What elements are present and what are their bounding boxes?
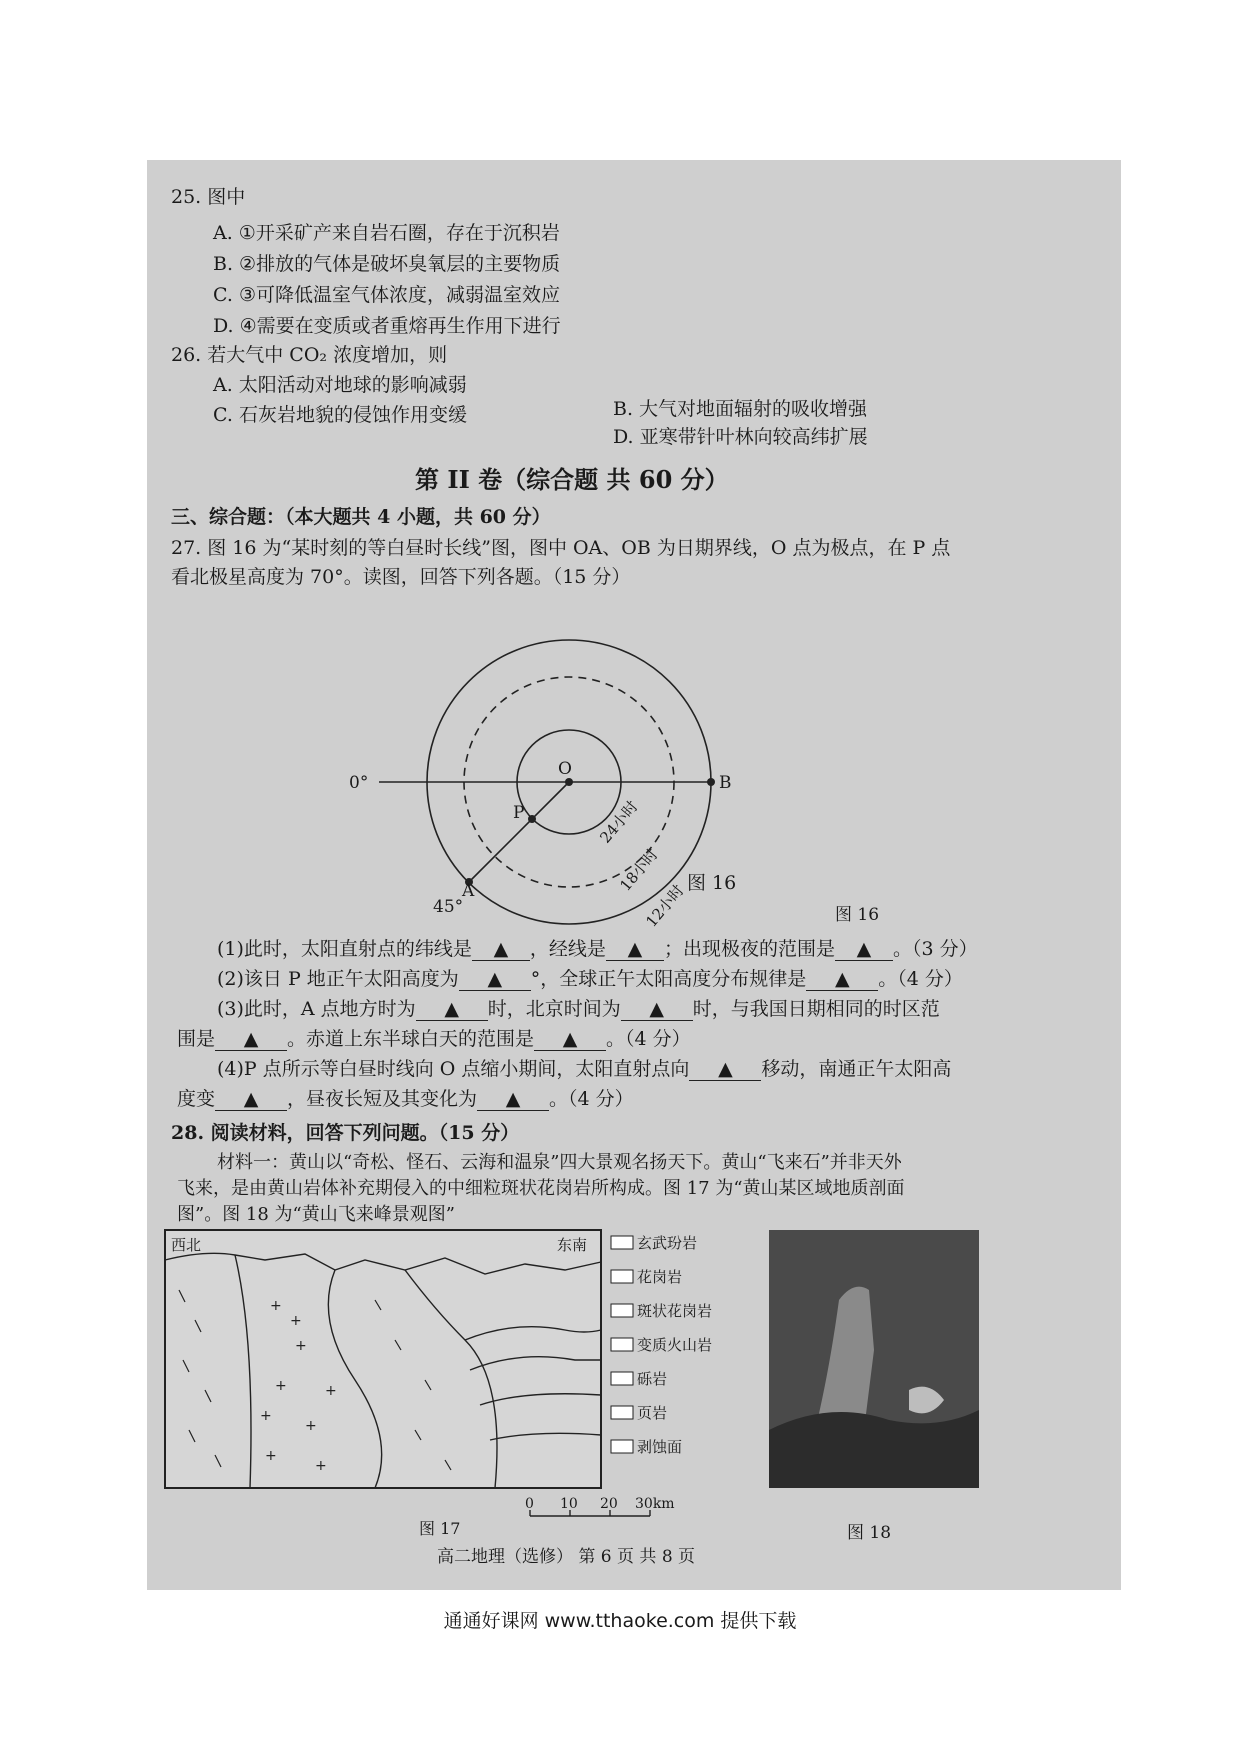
figure-18-photo: [769, 1230, 979, 1488]
q25-option-a: A. ①开采矿产来自岩石圈，存在于沉积岩: [213, 222, 560, 244]
figure-18-caption: 图 18: [847, 1523, 892, 1543]
legend-conglomerate: 砾岩: [637, 1370, 668, 1388]
q28-material-line1: 材料一：黄山以“奇松、怪石、云海和温泉”四大景观名扬天下。黄山“飞来石”并非天外: [217, 1152, 902, 1173]
label-12h: 12小时: [642, 881, 688, 931]
q27-sub3-line1: (3)此时，A 点地方时为 ▲ 时，北京时间为 ▲ 时，与我国日期相同的时区范: [217, 998, 940, 1020]
answer-blank[interactable]: ▲: [806, 968, 878, 991]
q28-line1: 28. 阅读材料，回答下列问题。（15 分）: [171, 1122, 520, 1144]
q28-material-line2: 飞来，是由黄山岩体补充期侵入的中细粒斑状花岗岩所构成。图 17 为“黄山某区域地质剖面: [177, 1178, 905, 1199]
legend-metavolcanic: 变质火山岩: [637, 1336, 713, 1354]
scale-30km: 30km: [635, 1496, 675, 1512]
legend-granite: 花岗岩: [637, 1268, 683, 1286]
section3-heading: 三、综合题：（本大题共 4 小题，共 60 分）: [171, 506, 551, 528]
answer-blank[interactable]: ▲: [459, 968, 531, 991]
site-footer: 通通好课网 www.tthaoke.com 提供下载: [443, 1610, 797, 1632]
q27-sub4-line2: 度变 ▲ ，昼夜长短及其变化为 ▲ 。（4 分）: [177, 1088, 634, 1110]
q25-option-d: D. ④需要在变质或者重熔再生作用下进行: [213, 315, 561, 337]
scale-bar: [530, 1510, 650, 1516]
label-southeast: 东南: [557, 1236, 588, 1254]
label-p: P: [513, 803, 525, 823]
q27-sub1: (1)此时，太阳直射点的纬线是 ▲ ，经线是 ▲ ；出现极夜的范围是 ▲ 。（3 分）: [217, 938, 978, 960]
answer-blank[interactable]: ▲: [606, 938, 664, 961]
label-a: A: [462, 881, 475, 901]
figure-16-caption-text: 图 16: [687, 872, 737, 894]
svg-text:+: +: [275, 1378, 287, 1394]
svg-text:+: +: [290, 1313, 302, 1329]
svg-text:+: +: [295, 1338, 307, 1354]
label-24h: 24小时: [596, 797, 642, 847]
q26-option-c: C. 石灰岩地貌的侵蚀作用变缓: [213, 404, 467, 426]
figure-16-daylength-map: [349, 630, 880, 970]
answer-blank[interactable]: ▲: [215, 1028, 287, 1051]
part2-title: 第 II 卷（综合题 共 60 分）: [415, 465, 729, 494]
figure-17-caption: 图 17: [419, 1519, 461, 1538]
q25-option-b: B. ②排放的气体是破坏臭氧层的主要物质: [213, 253, 561, 275]
legend-basalt-porphyrite: 玄武玢岩: [637, 1234, 698, 1252]
q26-option-b: B. 大气对地面辐射的吸收增强: [613, 398, 868, 420]
answer-blank[interactable]: ▲: [472, 938, 530, 961]
point-p: [528, 815, 536, 823]
answer-blank[interactable]: ▲: [416, 998, 488, 1021]
scale-20: 20: [600, 1496, 618, 1512]
exam-sheet: [147, 160, 1121, 1590]
answer-blank[interactable]: ▲: [534, 1028, 606, 1051]
answer-blank[interactable]: ▲: [215, 1088, 287, 1111]
point-o: [565, 778, 573, 786]
scale-0: 0: [525, 1496, 534, 1512]
label-45-degree: 45°: [433, 897, 464, 917]
figure-17-geologic-section: [165, 1230, 765, 1570]
legend-shale: 页岩: [637, 1404, 668, 1422]
label-northwest: 西北: [171, 1236, 202, 1254]
q27-sub2: (2)该日 P 地正午太阳高度为 ▲ °，全球正午太阳高度分布规律是 ▲ 。（4 分）: [217, 968, 963, 990]
q27-sub3-line2: 围是 ▲ 。赤道上东半球白天的范围是 ▲ 。（4 分）: [177, 1028, 691, 1050]
q28-material-line3: 图”。图 18 为“黄山飞来峰景观图”: [177, 1204, 455, 1225]
answer-blank[interactable]: ▲: [835, 938, 893, 961]
q26-option-d: D. 亚寒带针叶林向较高纬扩展: [613, 426, 868, 448]
label-0-degree: 0°: [349, 773, 369, 793]
q27-sub4-line1: (4)P 点所示等白昼时线向 O 点缩小期间，太阳直射点向 ▲ 移动，南通正午太阳高: [217, 1058, 952, 1080]
svg-text:+: +: [305, 1418, 317, 1434]
svg-text:+: +: [315, 1458, 327, 1474]
q25-option-c: C. ③可降低温室气体浓度，减弱温室效应: [213, 284, 560, 306]
answer-blank[interactable]: ▲: [477, 1088, 549, 1111]
scale-10: 10: [560, 1496, 578, 1512]
q26-stem: 26. 若大气中 CO₂ 浓度增加，则: [171, 344, 448, 366]
q27-line1: 27. 图 16 为“某时刻的等白昼时长线”图，图中 OA、OB 为日期界线，O 点为极点，在 P 点: [171, 537, 951, 559]
svg-text:+: +: [260, 1408, 272, 1424]
q26-option-a: A. 太阳活动对地球的影响减弱: [213, 374, 467, 396]
answer-blank[interactable]: ▲: [621, 998, 693, 1021]
label-o: O: [558, 759, 572, 779]
legend-porphyritic-granite: 斑状花岗岩: [637, 1302, 713, 1320]
q27-line2: 看北极星高度为 70°。读图，回答下列各题。（15 分）: [171, 566, 631, 588]
legend-erosion-surface: 剥蚀面: [637, 1438, 683, 1456]
answer-blank[interactable]: ▲: [689, 1058, 761, 1081]
q25-stem: 25. 图中: [171, 186, 246, 208]
svg-text:+: +: [270, 1298, 282, 1314]
section-frame: [165, 1230, 601, 1488]
point-b: [707, 778, 715, 786]
label-b: B: [719, 773, 732, 793]
figure-16-caption: 图 16: [835, 905, 880, 925]
svg-text:+: +: [265, 1448, 277, 1464]
page-footer: 高二地理（选修） 第 6 页 共 8 页: [437, 1547, 696, 1567]
label-18h: 18小时: [616, 845, 662, 895]
svg-text:+: +: [325, 1383, 337, 1399]
